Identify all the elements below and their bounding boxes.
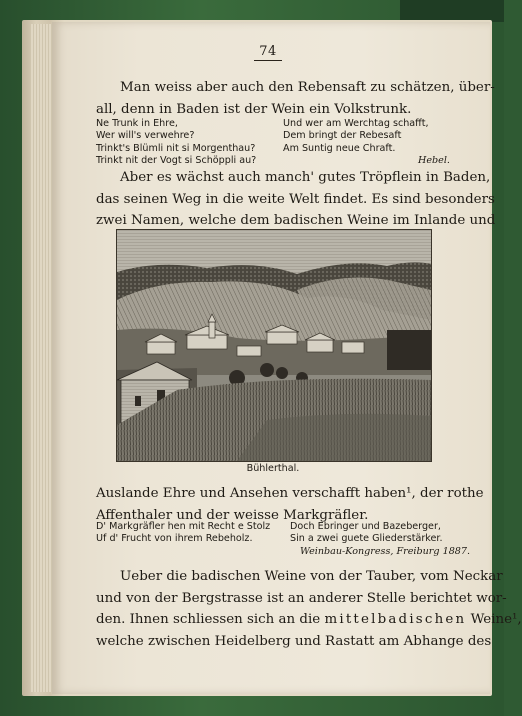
verse-line: Sin a zwei guete Gliederstärker. [290,533,443,545]
landscape-engraving [117,230,431,461]
cover-corner [400,0,504,22]
text-line [96,609,522,631]
text-line: zwei Namen, welche dem badischen Weine im Inlande und [96,213,496,228]
page-number: 74 [259,44,277,59]
text-segment: den. Ihnen schliessen sich an die [96,612,325,627]
page-number-rule [254,60,282,61]
page-gutter [30,24,52,692]
text-line: Ueber die badischen Weine von der Tauber, vom Neckar [120,569,503,584]
verse-line: Am Suntig neue Chraft. [283,142,396,154]
verse-line: Trinkt nit der Vogt si Schöppli au? [96,154,257,166]
paragraph-4 [96,566,522,652]
verse-1-left [96,118,256,167]
verse-line: Uf d' Frucht von ihrem Rebeholz. [96,533,253,545]
text-line: Aber es wächst auch manch' gutes Tröpflein in Baden, [120,170,491,185]
text-line: Affenthaler und der weisse Markgräfler. [96,507,369,523]
verse-1-right [283,118,429,155]
text-line: Man weiss aber auch den Rebensaft zu schätzen, über- [120,80,495,95]
emphasized-term: mittelbadischen [324,612,467,627]
verse-line: Doch Ebringer und Bazeberger, [290,521,441,532]
verse-1-attribution: Hebel. [418,155,450,166]
verse-line: Trinkt's Blümli nit si Morgenthau? [96,142,256,154]
text-line: Auslande Ehre und Ansehen verschafft haben¹, der rothe [96,486,484,501]
verse-line: Und wer am Werchtag schafft, [283,118,429,129]
text-line: all, denn in Baden ist der Wein ein Volkstrunk. [96,101,412,117]
text-line: das seinen Weg in die weite Welt findet. Es sind besonders [96,191,495,207]
verse-line: Wer will's verwehre? [96,130,195,142]
text-segment: Weine¹, [466,612,522,627]
verse-2-right [290,521,443,546]
text-line: und von der Bergstrasse ist an anderer Stelle berichtet wor- [96,590,507,606]
verse-line: Dem bringt der Rebesaft [283,130,402,142]
verse-2-left [96,521,270,546]
text-line: welche zwischen Heidelberg und Rastatt am Abhange des [96,633,492,649]
paragraph-3 [96,483,484,526]
paragraph-1 [96,77,495,120]
illustration-caption: Bühlerthal. [246,463,300,474]
illustration-buehlerthal [116,229,432,462]
verse-line: D' Markgräfler hen mit Recht e Stolz [96,521,271,532]
verse-2-attribution: Weinbau-Kongress, Freiburg 1887. [300,546,471,557]
verse-line: Ne Trunk in Ehre, [96,118,178,129]
paragraph-2 [96,167,496,232]
